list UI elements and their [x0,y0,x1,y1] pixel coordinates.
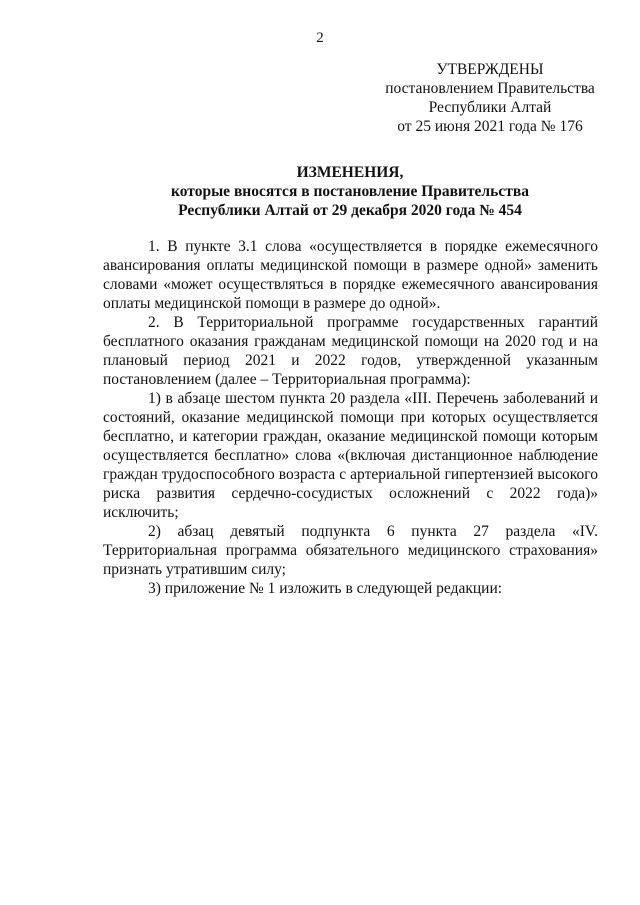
approval-heading: УТВЕРЖДЕНЫ [436,61,544,78]
approval-line: постановлением Правительства [385,80,595,97]
approval-date: от 25 июня 2021 года № 176 [397,118,583,135]
approval-stamp [350,60,630,136]
approval-line: Республики Алтай [428,99,552,116]
paragraph: 2) абзац девятый подпункта 6 пункта 27 раздела «IV. Территориальная программа обязательного медицинского страхования» признать утратившим силу; [103,523,598,578]
title-subline: которые вносятся в постановление Правительства [171,183,529,200]
paragraph: 3) приложение № 1 изложить в следующей редакции: [148,580,503,597]
document-body [103,237,598,598]
title-heading: ИЗМЕНЕНИЯ, [296,164,404,181]
title-subline: Республики Алтай от 29 декабря 2020 года № 454 [178,202,522,219]
page-number: 2 [316,30,324,46]
paragraph: 1) в абзаце шестом пункта 20 раздела «III. Перечень заболеваний и состояний, оказание медицинской помощи при которых осуществляется бесплатно, и категории граждан, оказание медицинской помощи которым осуществляется бесплатно» слова «(включая дистанционное наблюдение граждан трудоспособного возраста с артериальной гипертензией высокого риска развития сердечно-сосудистых осложнений с 2022 года)» исключить; [103,390,598,521]
paragraph: 1. В пункте 3.1 слова «осуществляется в порядке ежемесячного авансирования оплаты медицинской помощи в размере одной» заменить словами «может осуществляться в порядке ежемесячного авансирования оплаты медицинской помощи в размере до одной». [103,238,598,312]
document-title [0,163,640,220]
paragraph: 2. В Территориальной программе государственных гарантий бесплатного оказания гражданам медицинской помощи на 2020 год и на плановый период 2021 и 2022 годов, утвержденной указанным постановлением (далее – Территориальная программа): [103,314,598,388]
